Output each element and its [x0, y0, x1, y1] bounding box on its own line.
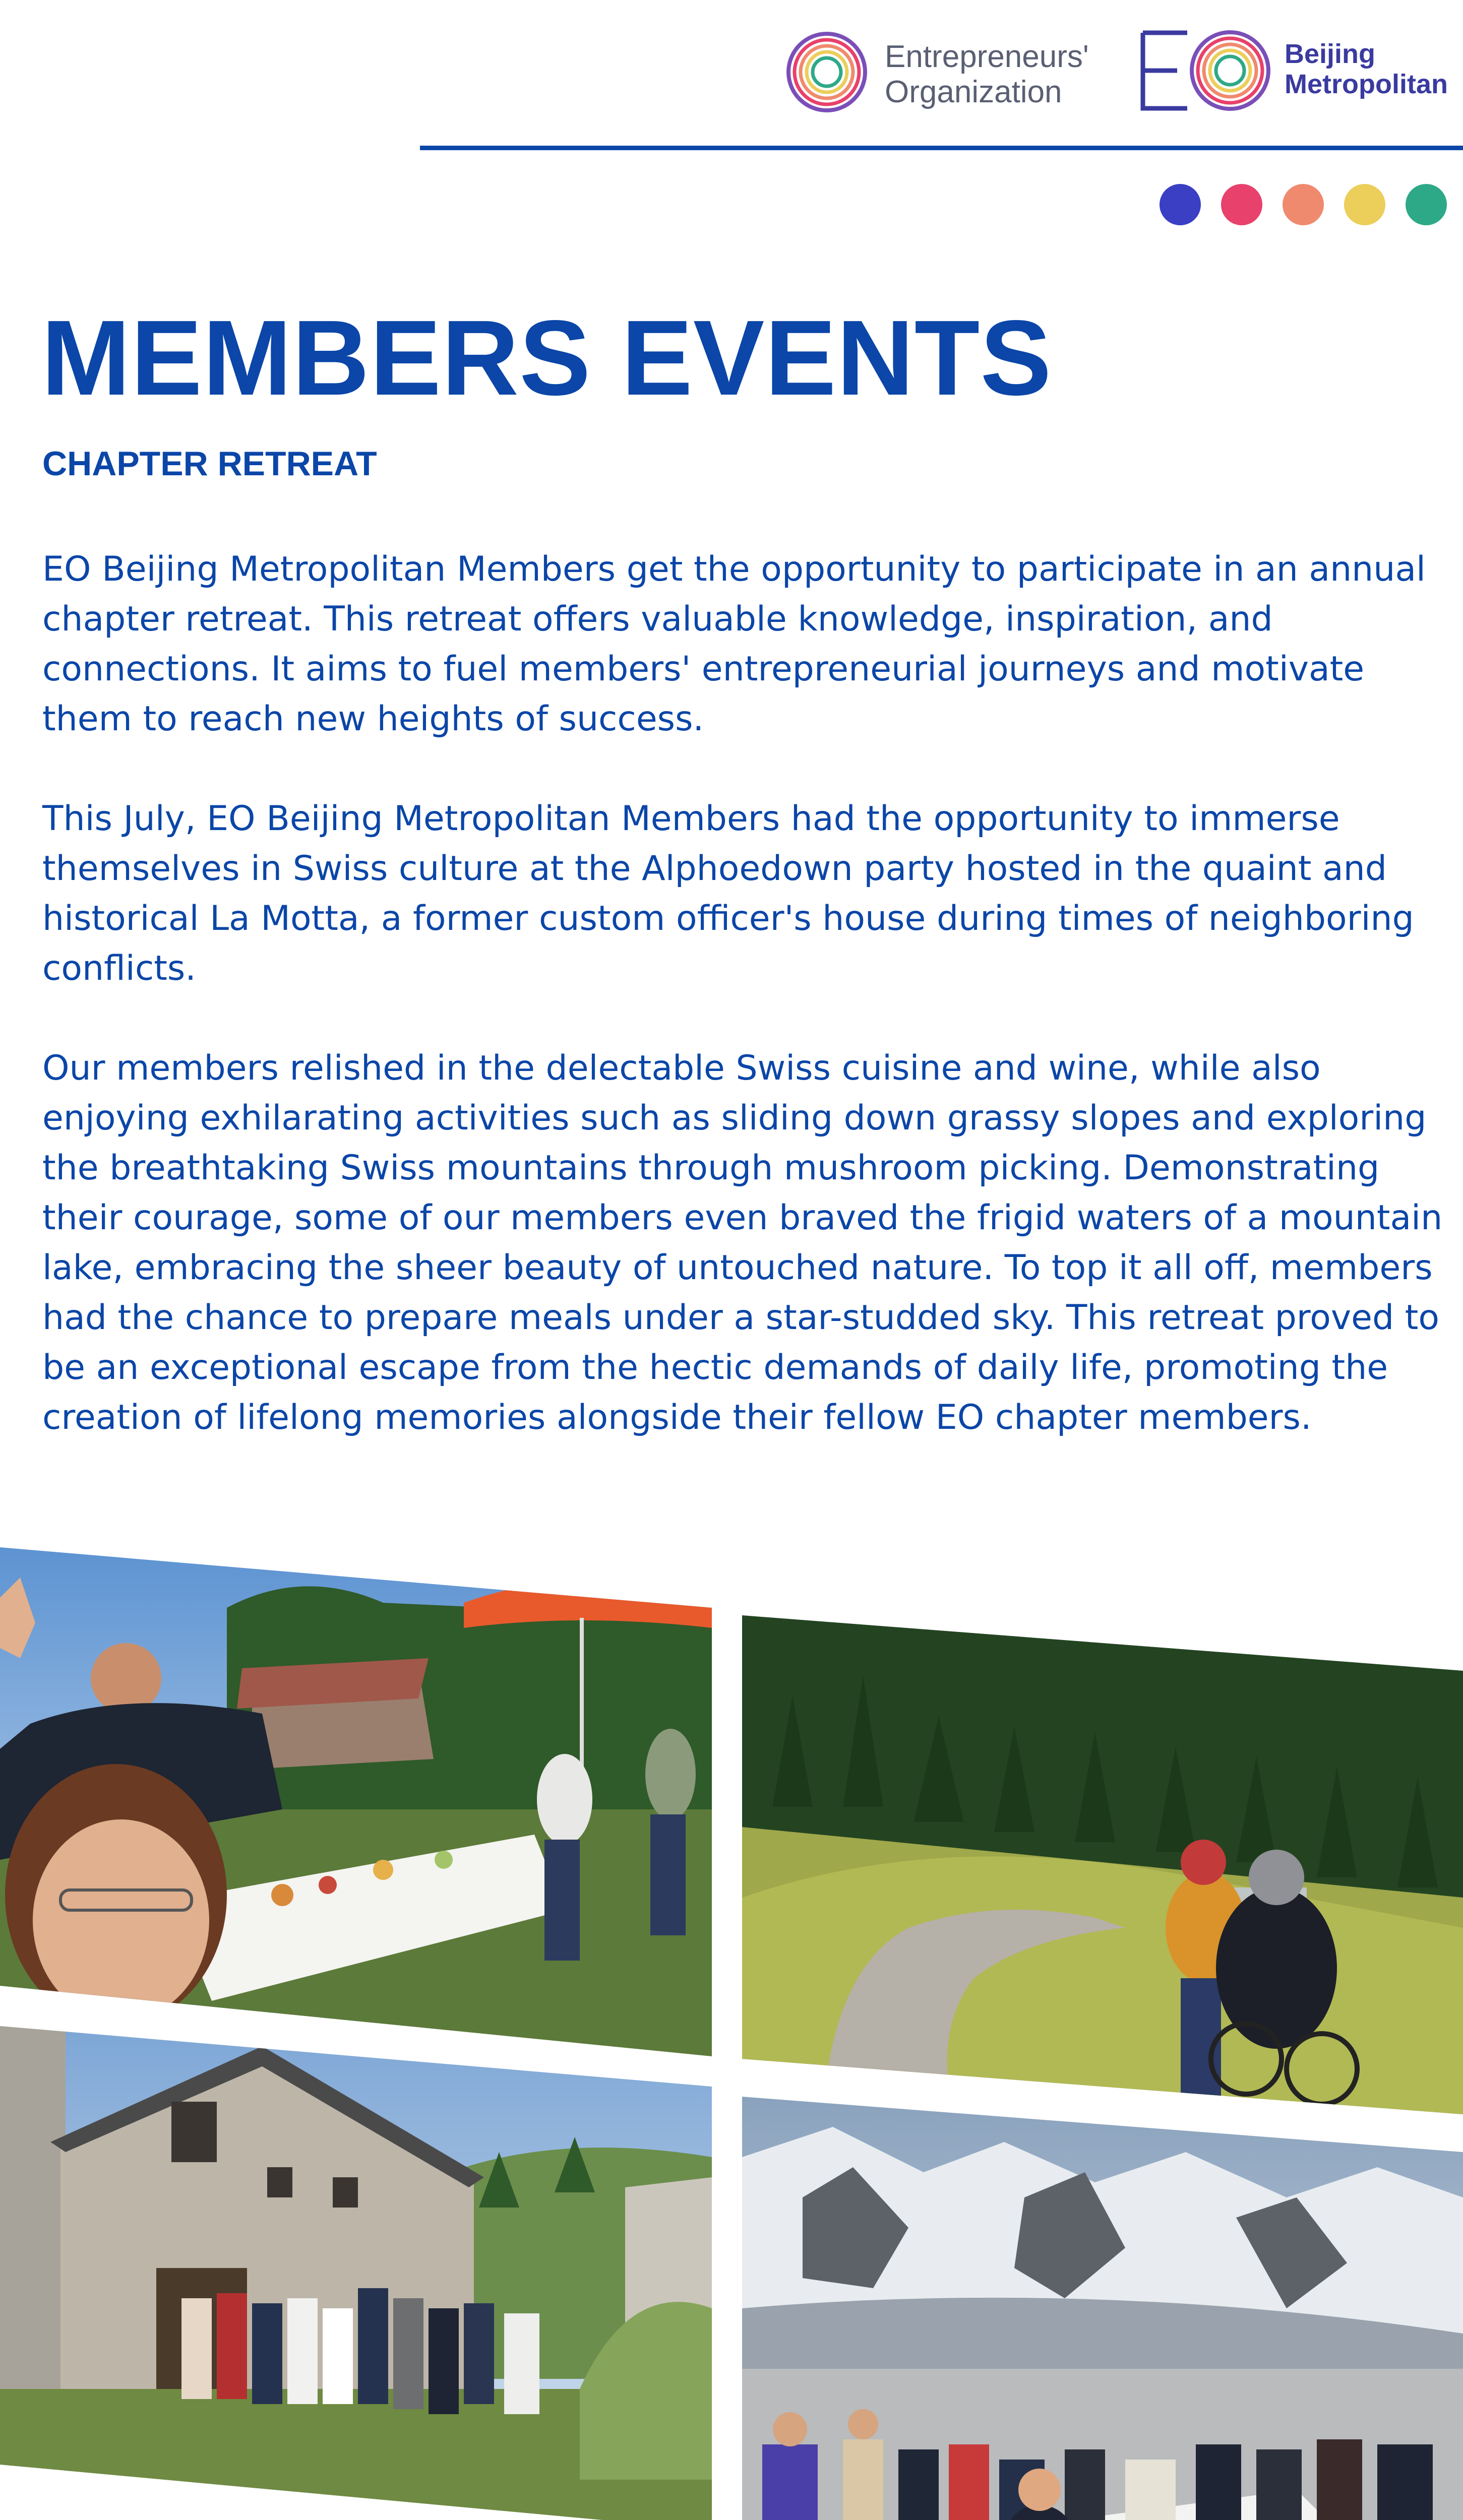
photo-glacier-picnic — [742, 2097, 1463, 2520]
brand-color-dots — [1160, 184, 1452, 225]
eo-ring-icon — [784, 29, 870, 115]
page-title: MEMBERS EVENTS — [41, 298, 1052, 417]
paragraph-intro: EO Beijing Metropolitan Members get the opportunity to participate in an annual chapter retreat. This retreat offers valuable knowledge, inspiration, and connections. It aims to fuel members' entrepreneurial journeys and motivate them to reach new heights of success. — [42, 549, 1426, 739]
article-body — [42, 544, 1444, 1492]
color-dot-blue — [1160, 184, 1201, 225]
section-title: CHAPTER RETREAT — [42, 445, 377, 483]
eo-logo — [784, 29, 1096, 120]
chapter-name-text: Beijing Metropolitan — [1285, 39, 1448, 99]
eo-chapter-mark-icon — [1137, 28, 1288, 113]
paragraph-activities: Our members relished in the delectable Swiss cuisine and wine, while also enjoying exhilarating activities such as sliding down grassy slopes and exploring the breathtaking Swiss mountains through mushroom picking. Demonstrating their courage, some of our members even braved the frigid waters of a mountain lake, embracing the sheer beauty of untouched nature. To top it all off, members had the chance to prepare meals under a star-studded sky. This retreat proved to be an exceptional escape from the hectic demands of daily life, promoting the creation of lifelong memories alongside their fellow EO chapter members. — [42, 1048, 1443, 1437]
eo-logo-text: Entrepreneurs' Organization — [885, 39, 1089, 109]
color-dot-pink — [1221, 184, 1262, 225]
photo-cycling-valley — [742, 1615, 1463, 2114]
header-divider — [420, 146, 1463, 150]
photo-party-table — [0, 1547, 712, 2056]
eo-beijing-metropolitan-logo — [1137, 28, 1449, 118]
photo-group-stone-house — [0, 2026, 712, 2520]
paragraph-party: This July, EO Beijing Metropolitan Members had the opportunity to immerse themselves in Swiss culture at the Alphoedown party hosted in the quaint and historical La Motta, a former custom officer's house during times of neighboring conflicts. — [42, 799, 1414, 988]
color-dot-coral — [1283, 184, 1324, 225]
color-dot-green — [1406, 184, 1447, 225]
color-dot-yellow — [1344, 184, 1385, 225]
